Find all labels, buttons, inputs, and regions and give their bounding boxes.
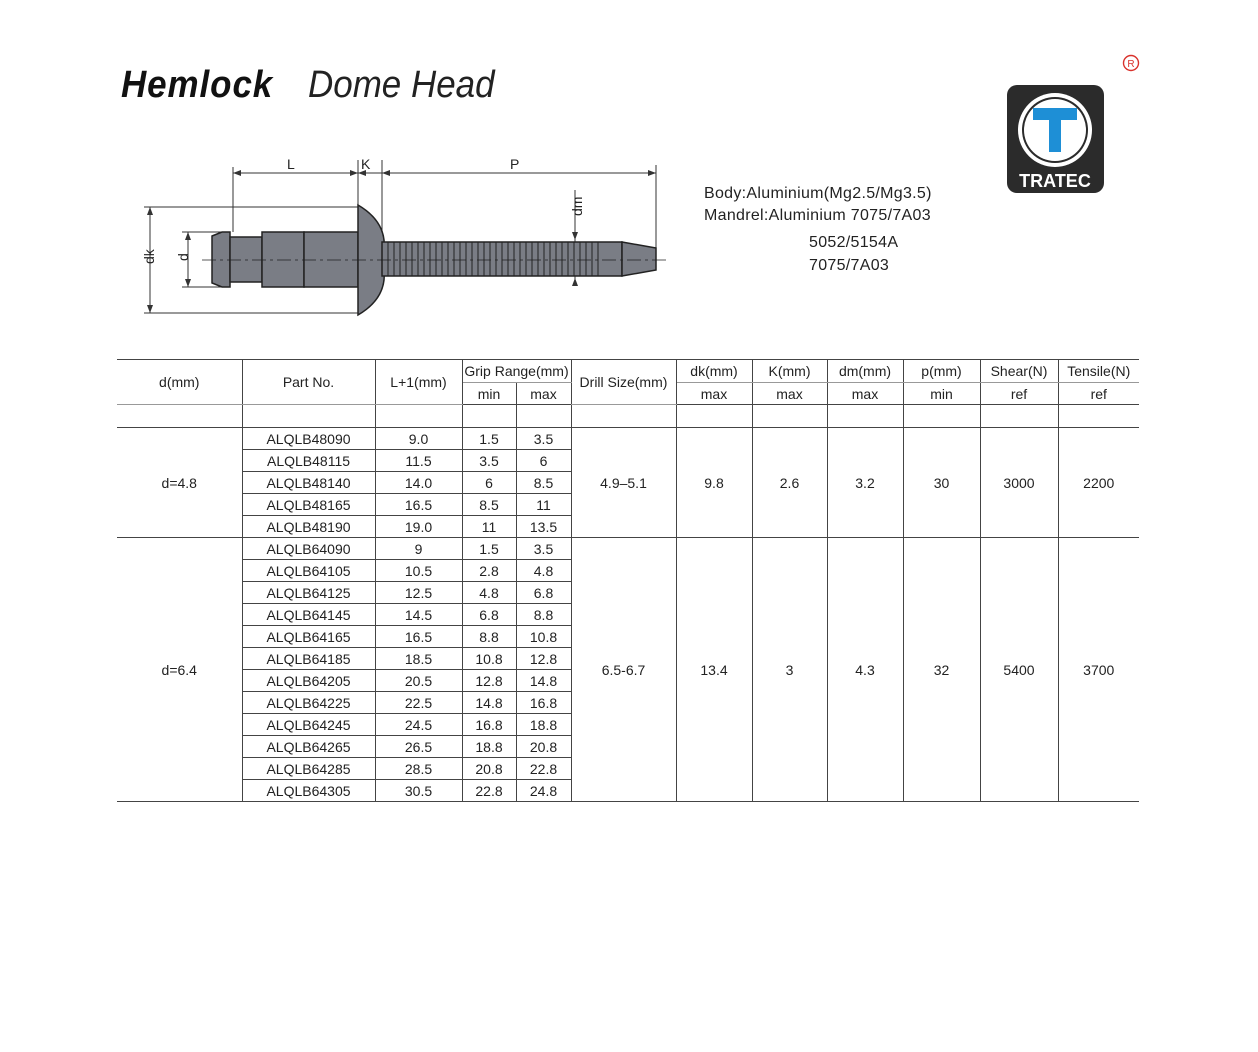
grip-min-cell: 8.5: [462, 494, 516, 516]
part-number-cell: ALQLB64125: [242, 582, 375, 604]
part-number-cell: ALQLB64265: [242, 736, 375, 758]
label-L: L: [287, 156, 295, 172]
material-body: Body:Aluminium(Mg2.5/Mg3.5): [704, 185, 932, 202]
header-dm: dm(mm): [827, 360, 903, 383]
header-length: L+1(mm): [375, 360, 462, 405]
header-p: p(mm): [903, 360, 980, 383]
length-cell: 24.5: [375, 714, 462, 736]
length-cell: 19.0: [375, 516, 462, 538]
dk-cell: 9.8: [676, 428, 752, 538]
part-number-cell: ALQLB48090: [242, 428, 375, 450]
part-number-cell: ALQLB64305: [242, 780, 375, 802]
grip-max-cell: 18.8: [516, 714, 571, 736]
table-row: [117, 428, 1139, 450]
grip-min-cell: 14.8: [462, 692, 516, 714]
registered-mark-icon: [1122, 54, 1140, 72]
product-title: Hemlock: [121, 64, 274, 106]
length-cell: 10.5: [375, 560, 462, 582]
grip-max-cell: 3.5: [516, 428, 571, 450]
p-cell: 32: [903, 538, 980, 802]
grip-min-cell: 18.8: [462, 736, 516, 758]
grip-min-cell: 6: [462, 472, 516, 494]
part-number-cell: ALQLB64185: [242, 648, 375, 670]
grip-max-cell: 3.5: [516, 538, 571, 560]
part-number-cell: ALQLB64105: [242, 560, 375, 582]
grip-max-cell: 16.8: [516, 692, 571, 714]
grip-max-cell: 6: [516, 450, 571, 472]
diameter-cell: d=6.4: [117, 538, 242, 802]
header-drill-size: Drill Size(mm): [571, 360, 676, 405]
header-grip-max: max: [516, 383, 571, 405]
part-number-cell: ALQLB64145: [242, 604, 375, 626]
length-cell: 9.0: [375, 428, 462, 450]
part-number-cell: ALQLB64245: [242, 714, 375, 736]
drill-size-cell: 6.5-6.7: [571, 538, 676, 802]
header-part-no: Part No.: [242, 360, 375, 405]
length-cell: 22.5: [375, 692, 462, 714]
header-k: K(mm): [752, 360, 827, 383]
part-number-cell: ALQLB64165: [242, 626, 375, 648]
grip-min-cell: 1.5: [462, 538, 516, 560]
grip-max-cell: 6.8: [516, 582, 571, 604]
grip-min-cell: 2.8: [462, 560, 516, 582]
length-cell: 14.5: [375, 604, 462, 626]
grip-max-cell: 10.8: [516, 626, 571, 648]
label-P: P: [510, 156, 520, 172]
grip-min-cell: 3.5: [462, 450, 516, 472]
registered-mark-letter: R: [1127, 59, 1135, 70]
grip-max-cell: 13.5: [516, 516, 571, 538]
part-number-cell: ALQLB48140: [242, 472, 375, 494]
label-K: K: [361, 156, 371, 172]
spec-table: [117, 359, 1139, 802]
grip-min-cell: 8.8: [462, 626, 516, 648]
header-shear-sub: ref: [980, 383, 1058, 405]
label-dk: dk: [141, 249, 157, 264]
grip-max-cell: 4.8: [516, 560, 571, 582]
material-alt2: 7075/7A03: [809, 257, 890, 274]
p-cell: 30: [903, 428, 980, 538]
rivet-diagram: [130, 150, 670, 330]
part-number-cell: ALQLB64090: [242, 538, 375, 560]
dm-cell: 4.3: [827, 538, 903, 802]
header-p-sub: min: [903, 383, 980, 405]
length-cell: 30.5: [375, 780, 462, 802]
part-number-cell: ALQLB48115: [242, 450, 375, 472]
header-d: d(mm): [117, 360, 242, 405]
grip-max-cell: 8.8: [516, 604, 571, 626]
length-cell: 16.5: [375, 626, 462, 648]
header-k-sub: max: [752, 383, 827, 405]
length-cell: 14.0: [375, 472, 462, 494]
grip-max-cell: 22.8: [516, 758, 571, 780]
length-cell: 9: [375, 538, 462, 560]
part-number-cell: ALQLB64285: [242, 758, 375, 780]
part-number-cell: ALQLB48165: [242, 494, 375, 516]
header-dk-sub: max: [676, 383, 752, 405]
label-d: d: [175, 253, 191, 261]
k-cell: 3: [752, 538, 827, 802]
shear-cell: 3000: [980, 428, 1058, 538]
grip-max-cell: 8.5: [516, 472, 571, 494]
header-tensile-sub: ref: [1058, 383, 1139, 405]
tensile-cell: 2200: [1058, 428, 1139, 538]
grip-max-cell: 20.8: [516, 736, 571, 758]
brand-logo: [995, 70, 1115, 210]
part-number-cell: ALQLB48190: [242, 516, 375, 538]
length-cell: 12.5: [375, 582, 462, 604]
grip-min-cell: 1.5: [462, 428, 516, 450]
length-cell: 28.5: [375, 758, 462, 780]
dm-cell: 3.2: [827, 428, 903, 538]
grip-min-cell: 10.8: [462, 648, 516, 670]
material-mandrel: Mandrel:Aluminium 7075/7A03: [704, 207, 931, 224]
grip-max-cell: 24.8: [516, 780, 571, 802]
k-cell: 2.6: [752, 428, 827, 538]
part-number-cell: ALQLB64225: [242, 692, 375, 714]
grip-min-cell: 11: [462, 516, 516, 538]
header-grip-range: Grip Range(mm): [462, 360, 571, 383]
length-cell: 20.5: [375, 670, 462, 692]
header-grip-min: min: [462, 383, 516, 405]
head-type-title: Dome Head: [308, 64, 495, 106]
label-dm: dm: [569, 196, 585, 216]
header-shear: Shear(N): [980, 360, 1058, 383]
length-cell: 26.5: [375, 736, 462, 758]
length-cell: 18.5: [375, 648, 462, 670]
grip-max-cell: 11: [516, 494, 571, 516]
part-number-cell: ALQLB64205: [242, 670, 375, 692]
brand-name: TRATEC: [1019, 171, 1091, 191]
tensile-cell: 3700: [1058, 538, 1139, 802]
diameter-cell: d=4.8: [117, 428, 242, 538]
length-cell: 16.5: [375, 494, 462, 516]
grip-min-cell: 22.8: [462, 780, 516, 802]
table-row: [117, 538, 1139, 560]
grip-min-cell: 20.8: [462, 758, 516, 780]
grip-min-cell: 12.8: [462, 670, 516, 692]
grip-max-cell: 14.8: [516, 670, 571, 692]
header-dm-sub: max: [827, 383, 903, 405]
header-dk: dk(mm): [676, 360, 752, 383]
grip-min-cell: 6.8: [462, 604, 516, 626]
grip-min-cell: 16.8: [462, 714, 516, 736]
length-cell: 11.5: [375, 450, 462, 472]
grip-max-cell: 12.8: [516, 648, 571, 670]
material-alt1: 5052/5154A: [809, 234, 899, 251]
header-tensile: Tensile(N): [1058, 360, 1139, 383]
drill-size-cell: 4.9–5.1: [571, 428, 676, 538]
spacer-row: [117, 405, 1139, 428]
grip-min-cell: 4.8: [462, 582, 516, 604]
shear-cell: 5400: [980, 538, 1058, 802]
dk-cell: 13.4: [676, 538, 752, 802]
